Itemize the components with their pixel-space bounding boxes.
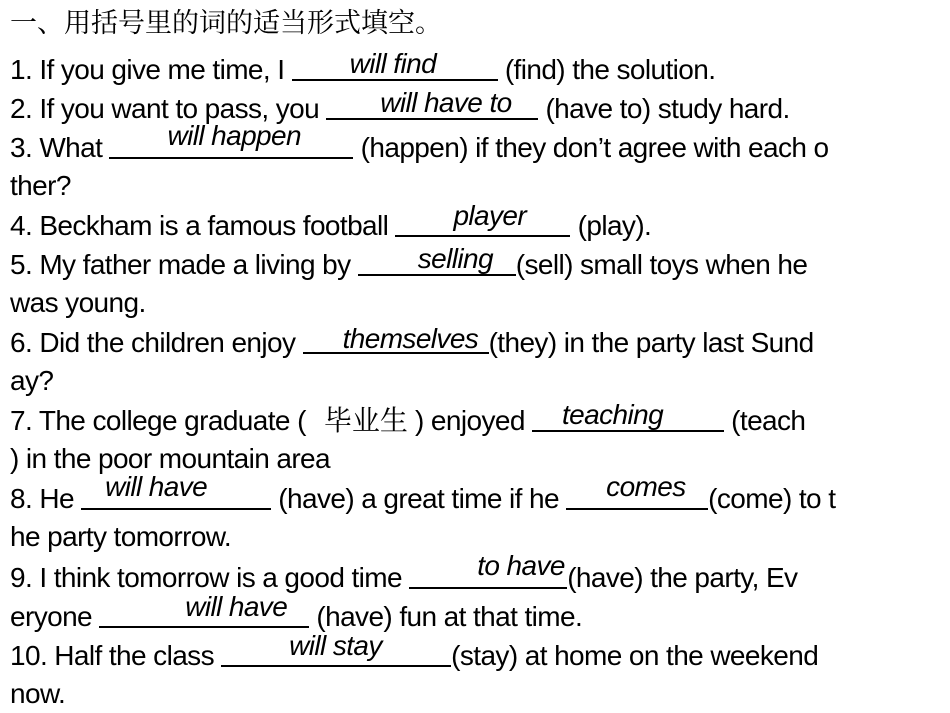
answer-9b: will have (185, 591, 288, 622)
answer-blank-1 (292, 49, 498, 81)
question-3-text-post: (happen) if they don’t agree with each o (353, 132, 829, 163)
answer-7: teaching (561, 399, 664, 430)
question-8-continued: he party tomorrow. (10, 521, 232, 552)
question-5-text-pre: 5. My father made a living by (10, 249, 358, 280)
answer-3: will happen (167, 120, 301, 151)
question-10 (10, 630, 819, 674)
answer-6: themselves (342, 323, 479, 354)
question-3 (10, 120, 829, 166)
answer-blank-9a (409, 550, 567, 589)
question-1 (10, 49, 715, 88)
question-7-text-mid: ) enjoyed (407, 405, 532, 436)
question-6-text-post: (they) in the party last Sund (488, 327, 814, 358)
question-5-text-post: (sell) small toys when he (515, 249, 808, 280)
exercise-title: 一、用括号里的词的适当形式填空。 (10, 8, 442, 39)
answer-4: player (453, 200, 527, 231)
question-8-text-mid: (have) a great time if he (271, 483, 567, 514)
question-4-text-post: (play). (570, 210, 652, 241)
question-1-text-post: (find) the solution. (497, 54, 716, 85)
question-9-wrap-pre: eryone (10, 601, 100, 632)
question-3-continued: ther? (10, 170, 71, 201)
answer-blank-8a (81, 471, 271, 510)
question-1-text-pre: 1. If you give me time, I (10, 54, 292, 85)
question-6-continued: ay? (10, 365, 54, 396)
question-7-chinese-gloss: 毕业生 (323, 404, 408, 437)
question-6-text-pre: 6. Did the children enjoy (10, 327, 303, 358)
question-9-text-post: (have) the party, Ev (567, 562, 798, 593)
question-7 (10, 400, 805, 439)
question-8-text-pre: 8. He (10, 483, 82, 514)
question-5-continued: was young. (10, 287, 146, 318)
question-3-text-pre: 3. What (10, 132, 110, 163)
answer-5: selling (417, 243, 493, 274)
answer-blank-9b (99, 591, 309, 628)
answer-9a: to have (477, 550, 565, 581)
question-5 (10, 244, 807, 283)
answer-8a: will have (105, 471, 208, 502)
answer-blank-4 (395, 200, 570, 237)
question-2 (10, 88, 790, 127)
question-4-text-pre: 4. Beckham is a famous football (10, 210, 396, 241)
answer-2: will have to (380, 87, 512, 118)
question-9-wrap-post: (have) fun at that time. (309, 601, 583, 632)
question-10-text-pre: 10. Half the class (10, 640, 222, 671)
question-7-continued: ) in the poor mountain area (10, 443, 331, 474)
question-8-text-post: (come) to t (708, 483, 836, 514)
question-2-text-post: (have to) study hard. (538, 93, 790, 124)
question-9 (10, 550, 798, 596)
answer-10: will stay (289, 630, 382, 661)
question-9-text-pre: 9. I think tomorrow is a good time (10, 562, 410, 593)
answer-blank-5 (358, 244, 516, 276)
answer-blank-8b (566, 471, 708, 510)
question-10-continued: now. (10, 678, 66, 709)
question-7-text-post: (teach (723, 405, 806, 436)
question-10-text-post: (stay) at home on the weekend (451, 640, 819, 671)
question-8 (10, 471, 836, 517)
question-6 (10, 322, 814, 361)
answer-blank-6 (303, 322, 489, 354)
answer-blank-2 (326, 88, 538, 120)
question-4 (10, 200, 652, 244)
answer-8b: comes (606, 471, 686, 502)
answer-1: will find (349, 48, 437, 79)
answer-blank-3 (109, 120, 353, 159)
question-7-text-pre: 7. The college graduate ( (10, 405, 306, 436)
answer-blank-7 (532, 400, 724, 432)
answer-blank-10 (221, 630, 451, 667)
question-2-text-pre: 2. If you want to pass, you (10, 93, 327, 124)
